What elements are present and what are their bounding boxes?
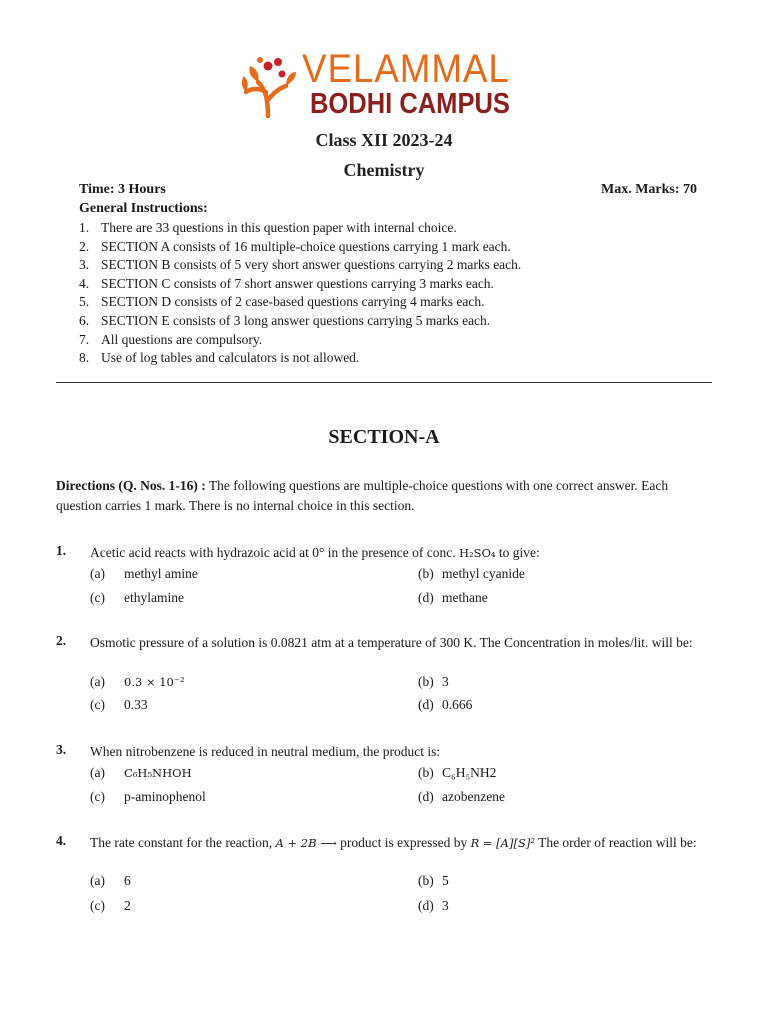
option-d[interactable]: (d) 3 — [418, 898, 449, 913]
instruction-item: 6. SECTION E consists of 3 long answer questions carrying 5 marks each. — [79, 312, 491, 328]
question-number: 2. — [56, 633, 67, 648]
subject-title: Chemistry — [343, 160, 425, 180]
option-a[interactable]: (a) 6 — [90, 873, 131, 888]
option-a[interactable]: (a) methyl amine — [90, 566, 198, 581]
option-a[interactable]: (a) C₆H₅NHOH — [90, 765, 192, 780]
instruction-item: 3. SECTION B consists of 5 very short answer questions carrying 2 marks each. — [79, 257, 522, 273]
question-text: The rate constant for the reaction, A + 2B ⟶ product is expressed by R = [A][S]² The order of reaction will be: — [90, 835, 697, 850]
reaction-formula: A + 2B ⟶ — [275, 836, 337, 850]
instruction-item: 7. All questions are compulsory. — [79, 331, 263, 347]
question-text: When nitrobenzene is reduced in neutral medium, the product is: — [90, 744, 441, 759]
section-heading: SECTION-A — [328, 426, 440, 448]
option-d[interactable]: (d) azobenzene — [418, 789, 505, 804]
option-b[interactable]: (b) methyl cyanide — [418, 566, 525, 581]
formula: H₂SO₄ — [458, 546, 496, 560]
directions-label: Directions (Q. Nos. 1-16) : — [56, 478, 206, 493]
bodhi-tree-logo-icon — [238, 52, 302, 118]
instruction-item: 1. There are 33 questions in this question paper with internal choice. — [79, 220, 457, 235]
question-number: 3. — [56, 742, 67, 757]
option-b[interactable]: (b) 3 — [418, 674, 449, 689]
brand-name: VELAMMAL — [302, 47, 510, 91]
option-b[interactable]: (b) 5 — [418, 873, 449, 888]
option-c[interactable]: (c) 2 — [90, 898, 131, 913]
general-instructions-heading: General Instructions: — [79, 201, 208, 216]
max-marks: Max. Marks: 70 — [601, 182, 698, 197]
instruction-item: 8. Use of log tables and calculators is not allowed. — [79, 350, 360, 366]
question-text: Acetic acid reacts with hydrazoic acid at 0° in the presence of conc. H₂SO₄ to give: — [90, 545, 540, 560]
question-number: 1. — [56, 543, 67, 558]
option-d[interactable]: (d) 0.666 — [418, 697, 473, 712]
question-number: 4. — [56, 833, 67, 848]
option-c[interactable]: (c) p-aminophenol — [90, 789, 206, 804]
divider — [56, 382, 712, 383]
directions-text: The following questions are multiple-choice questions with one correct answer. Each question carries 1 mark. There is no internal choice in this section. — [56, 478, 669, 513]
instruction-item: 5. SECTION D consists of 2 case-based questions carrying 4 marks each. — [79, 294, 485, 310]
instruction-item: 4. SECTION C consists of 7 short answer questions carrying 3 marks each. — [79, 275, 494, 291]
option-c[interactable]: (c) 0.33 — [90, 697, 148, 712]
school-logo — [238, 48, 550, 120]
instruction-item: 2. SECTION A consists of 16 multiple-choice questions carrying 1 mark each. — [79, 238, 511, 254]
class-title: Class XII 2023-24 — [315, 130, 453, 150]
option-a[interactable]: (a) 0.3 × 10⁻² — [90, 674, 185, 689]
brand-campus: BODHI CAMPUS — [310, 88, 510, 120]
section-directions — [56, 476, 716, 515]
exam-duration: Time: 3 Hours — [79, 182, 166, 197]
option-c[interactable]: (c) ethylamine — [90, 590, 184, 605]
instructions-list — [79, 219, 521, 368]
rate-law-formula: R = [A][S]² — [470, 836, 535, 850]
question-text: Osmotic pressure of a solution is 0.0821 atm at a temperature of 300 K. The Concentration in moles/lit. will be: — [90, 635, 693, 650]
option-b[interactable]: (b) C₆H₅NH2 — [418, 765, 497, 780]
option-d[interactable]: (d) methane — [418, 590, 488, 605]
